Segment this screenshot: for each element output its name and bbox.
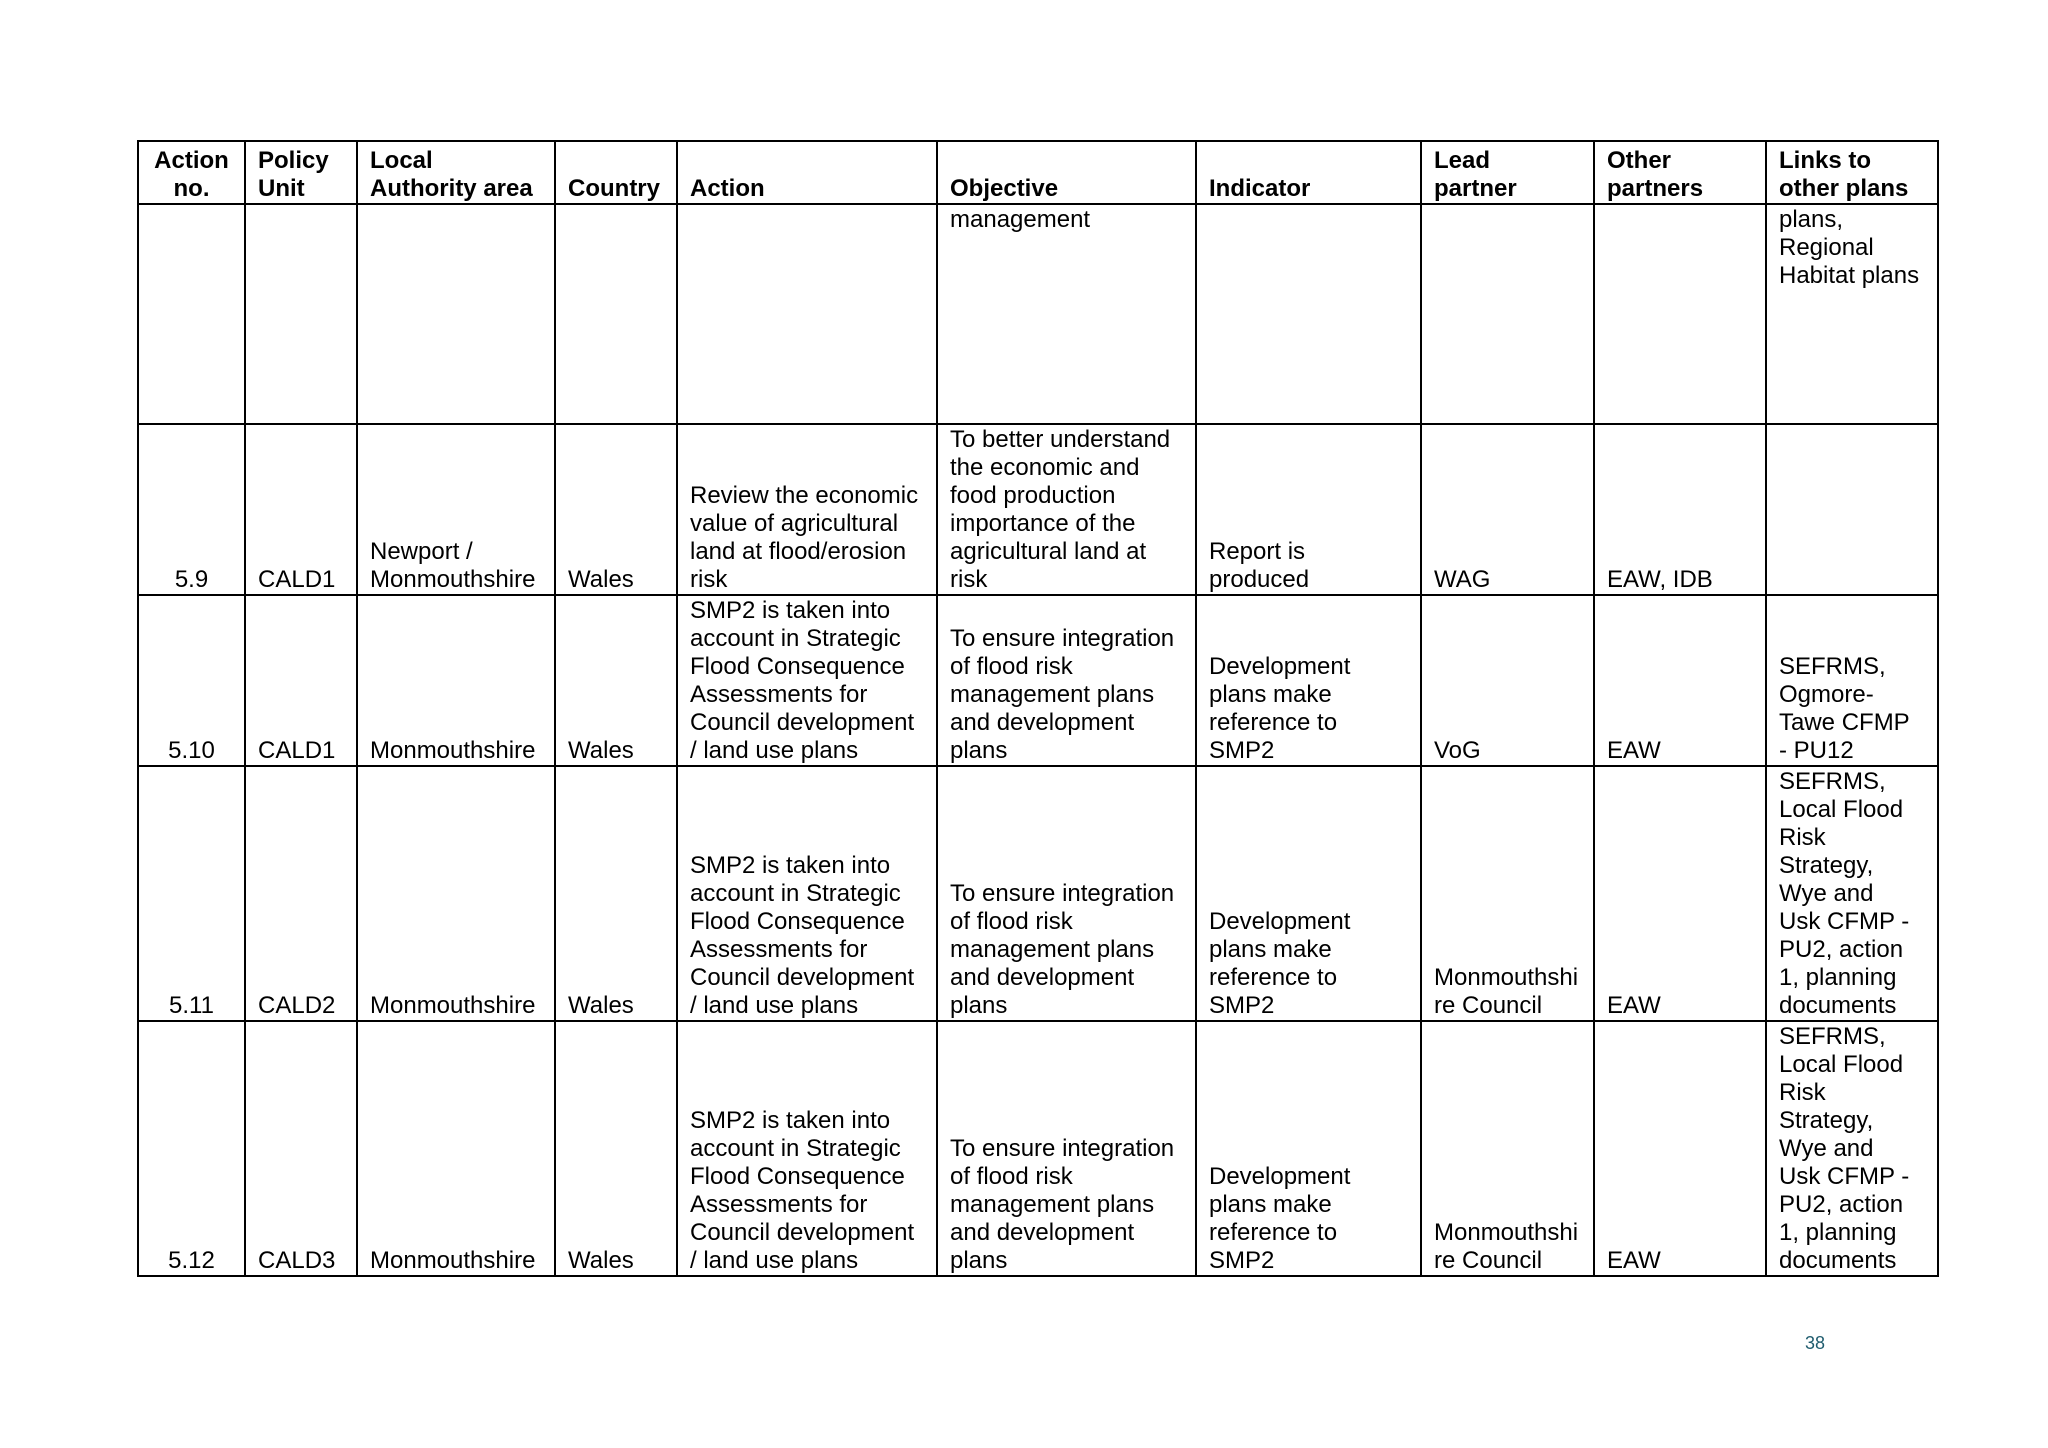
cell-action: SMP2 is taken into account in Strategic Flood Consequence Assessments for Council development / land use plans — [677, 595, 937, 766]
page-number: 38 — [1804, 1333, 1825, 1353]
header-other-partners: Other partners — [1594, 141, 1766, 204]
header-policy-unit: Policy Unit — [245, 141, 357, 204]
cell-indicator: Report is produced — [1196, 424, 1421, 595]
cell-indicator — [1196, 204, 1421, 424]
cell-action: Review the economic value of agricultural land at flood/erosion risk — [677, 424, 937, 595]
header-links-to-other-plans: Links to other plans — [1766, 141, 1938, 204]
cell-other-partners: EAW — [1594, 595, 1766, 766]
cell-other-partners: EAW, IDB — [1594, 424, 1766, 595]
cell-objective: To ensure integration of flood risk management plans and development plans — [937, 595, 1196, 766]
table-row — [138, 204, 1938, 424]
header-action: Action — [677, 141, 937, 204]
cell-objective: To better understand the economic and food production importance of the agricultural land at risk — [937, 424, 1196, 595]
cell-policy-unit: CALD2 — [245, 766, 357, 1021]
table-row — [138, 424, 1938, 595]
cell-action-no: 5.10 — [138, 595, 245, 766]
cell-local-authority-area: Monmouthshire — [357, 766, 555, 1021]
cell-objective: management — [937, 204, 1196, 424]
cell-local-authority-area — [357, 204, 555, 424]
table-header-row — [138, 141, 1938, 204]
cell-action: SMP2 is taken into account in Strategic Flood Consequence Assessments for Council development / land use plans — [677, 766, 937, 1021]
cell-objective: To ensure integration of flood risk management plans and development plans — [937, 1021, 1196, 1276]
cell-local-authority-area: Monmouthshire — [357, 595, 555, 766]
cell-local-authority-area: Newport / Monmouthshire — [357, 424, 555, 595]
cell-country: Wales — [555, 595, 677, 766]
cell-action: SMP2 is taken into account in Strategic Flood Consequence Assessments for Council development / land use plans — [677, 1021, 937, 1276]
cell-country: Wales — [555, 1021, 677, 1276]
cell-action-no: 5.11 — [138, 766, 245, 1021]
cell-links-to-other-plans: SEFRMS, Ogmore- Tawe CFMP - PU12 — [1766, 595, 1938, 766]
cell-indicator: Development plans make reference to SMP2 — [1196, 595, 1421, 766]
cell-objective: To ensure integration of flood risk management plans and development plans — [937, 766, 1196, 1021]
cell-action-no: 5.9 — [138, 424, 245, 595]
header-indicator: Indicator — [1196, 141, 1421, 204]
cell-links-to-other-plans: SEFRMS, Local Flood Risk Strategy, Wye and Usk CFMP - PU2, action 1, planning documents — [1766, 766, 1938, 1021]
cell-local-authority-area: Monmouthshire — [357, 1021, 555, 1276]
cell-lead-partner: Monmouthshi re Council — [1421, 1021, 1594, 1276]
cell-action-no — [138, 204, 245, 424]
cell-lead-partner: Monmouthshi re Council — [1421, 766, 1594, 1021]
cell-indicator: Development plans make reference to SMP2 — [1196, 1021, 1421, 1276]
header-objective: Objective — [937, 141, 1196, 204]
cell-lead-partner — [1421, 204, 1594, 424]
cell-policy-unit: CALD1 — [245, 595, 357, 766]
cell-policy-unit: CALD3 — [245, 1021, 357, 1276]
table-row — [138, 1021, 1938, 1276]
header-action-no: Action no. — [138, 141, 245, 204]
cell-action — [677, 204, 937, 424]
header-lead-partner: Lead partner — [1421, 141, 1594, 204]
cell-links-to-other-plans: SEFRMS, Local Flood Risk Strategy, Wye and Usk CFMP - PU2, action 1, planning documents — [1766, 1021, 1938, 1276]
cell-indicator: Development plans make reference to SMP2 — [1196, 766, 1421, 1021]
cell-links-to-other-plans: plans, Regional Habitat plans — [1766, 204, 1938, 424]
cell-lead-partner: WAG — [1421, 424, 1594, 595]
cell-other-partners: EAW — [1594, 766, 1766, 1021]
cell-country — [555, 204, 677, 424]
table-row — [138, 766, 1938, 1021]
cell-country: Wales — [555, 424, 677, 595]
cell-other-partners: EAW — [1594, 1021, 1766, 1276]
cell-country: Wales — [555, 766, 677, 1021]
cell-lead-partner: VoG — [1421, 595, 1594, 766]
cell-policy-unit — [245, 204, 357, 424]
cell-action-no: 5.12 — [138, 1021, 245, 1276]
cell-links-to-other-plans — [1766, 424, 1938, 595]
header-country: Country — [555, 141, 677, 204]
cell-policy-unit: CALD1 — [245, 424, 357, 595]
table-row — [138, 595, 1938, 766]
cell-other-partners — [1594, 204, 1766, 424]
action-plan-table — [137, 140, 1939, 1277]
header-local-authority-area: Local Authority area — [357, 141, 555, 204]
